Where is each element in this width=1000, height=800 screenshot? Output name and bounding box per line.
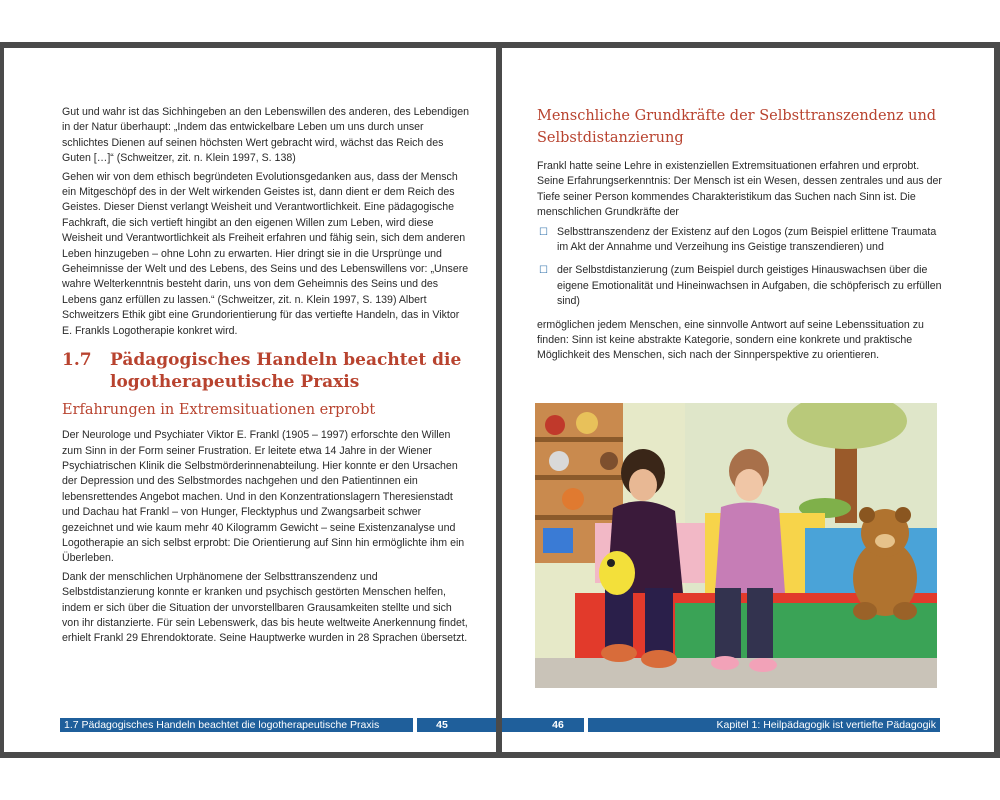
photo-illustration [535, 403, 937, 688]
checkbox-bullet-icon: ☐ [539, 226, 548, 238]
right-page [502, 48, 994, 752]
page-number: 46 [552, 719, 564, 731]
paragraph: ermöglichen jedem Menschen, eine sinnvolle Antwort auf seine Lebenssituation zu finden: Sinn ist keine abstrakte Kategorie, sondern eine konkrete und praktische Möglichkeit des Menschen, sich nach der Sinnperspektive zu orientieren. [537, 318, 924, 362]
section-heading [62, 349, 470, 393]
paragraph: Der Neurologe und Psychiater Viktor E. Frankl (1905 – 1997) erforschte den Willen zum Sinn in der Form seiner Frustration. Er leitete etwa 14 Jahre in der Wiener Psychiatrischen Klinik die Selbstmörderinnenabteilung. Hier konnte er den Ursachen der Depression und des Selbstmordes nachgehen und den Patientinnen ein lebensrettendes Angebot machen. Und in den Konzentrationslagern Theresienstadt und Dachau hat Frankl – von Hunger, Flecktyphus und Zwangsarbeit schwer gezeichnet und wie kaum mehr 40 Kilogramm Gewicht – seine Existenzanalyse und Logotherapie an sich selbst erprobt: Die Orientierung auf Sinn hin ermöglichte ihm ein Überleben. [62, 429, 465, 565]
footer-chapter-title: Kapitel 1: Heilpädagogik ist vertiefte Pädagogik [716, 719, 936, 731]
list-item [537, 263, 942, 309]
section-heading: Menschliche Grundkräfte der Selbsttranszendenz und Selbstdistanzierung [537, 108, 937, 146]
list-item-text: der Selbstdistanzierung (zum Beispiel durch geistiges Hinauswachsen über die eigene Emotionalität und Hineinwachsen in Aufgaben, die schöpferisch zu erfüllen sind) [557, 264, 942, 308]
left-page [4, 48, 496, 752]
left-page-footer [60, 718, 496, 732]
left-page-text-column [62, 105, 470, 650]
paragraph: Frankl hatte seine Lehre in existenziellen Extremsituationen erfahren und erprobt. Seine Erfahrungserkenntnis: Der Mensch ist ein Wesen, dessen zentrales und aus der Tiefe seiner Person kommendes Charakteristikum das Suchen nach Sinn ist. Die menschlichen Grundkräfte der [537, 160, 942, 219]
list-item [537, 225, 942, 256]
subheading: Erfahrungen in Extremsituationen erprobt [62, 402, 376, 419]
section-number: 1.7 [62, 350, 92, 371]
checkbox-bullet-icon: ☐ [539, 265, 548, 277]
section-title: Pädagogisches Handeln beachtet die logotherapeutische Praxis [110, 350, 462, 393]
bullet-list [537, 225, 942, 310]
paragraph: Gehen wir von dem ethisch begründeten Evolutionsgedanken aus, dass der Mensch ein Mitgeschöpf des in der Welt wirkenden Geistes ist, dann dient er dem Reich des Geistes. Dieser Dienst verlangt Weisheit und Verantwortlichkeit. Eine pädagogische Fachkraft, die sich vertieft hingibt an den eigenen Willen zum Leben, wird diese Weisheit und Verantwortlichkeit als Freiheit erfahren und fähig sein, sich dem anderen Leben hinzugeben – ohne Lohn zu erwarten. Hier dringt sie in die Ursprünge und Geheimnisse der Welt und des Lebens, des Seins und des Lebenswillens vor: „Unsere wahre Welterkenntnis besteht darin, uns von dem Geheimnis des Seins und des Lebens ganz erfüllen zu lassen.“ (Schweitzer, zit. n. Klein 1997, S. 139) Albert Schweitzers Ethik gibt eine Grundorientierung für das vertiefte Handeln, das in Viktor E. Frankls Logotherapie konkret wird. [62, 170, 469, 337]
right-page-footer [502, 718, 940, 732]
footer-running-title: 1.7 Pädagogisches Handeln beachtet die logotherapeutische Praxis [64, 719, 380, 731]
list-item-text: Selbsttranszendenz der Existenz auf den Logos (zum Beispiel erlittene Traumata im Akt der Annahme und Verzeihung ins Geistige transzendieren) und [557, 225, 937, 254]
page-number: 45 [436, 719, 448, 731]
paragraph: Dank der menschlichen Urphänomene der Selbsttranszendenz und Selbstdistanzierung konnte er kranken und psychisch gestörten Menschen helfen, indem er sich über die Situation der unvorstellbaren Grausamkeiten stellte und sich von ihr distanzierte. Für sein Lebenswerk, das bis heute weltweite Anerkennung findet, erhielt Frankl 29 Ehrendoktorate. Seine Hauptwerke wurden in 28 Sprachen übersetzt. [62, 570, 468, 645]
photo-children-playroom [535, 403, 937, 688]
right-page-text-column [537, 105, 942, 367]
paragraph: Gut und wahr ist das Sichhingeben an den Lebenswillen des anderen, des Lebendigen in der Natur überhaupt: „Indem das entwickelbare Leben um uns durch unser schlichtes Dienen auf seinen höchsten Wert gebracht wird, wächst das Reich des Guten […]“ (Schweitzer, zit. n. Klein 1997, S. 138) [62, 106, 469, 165]
